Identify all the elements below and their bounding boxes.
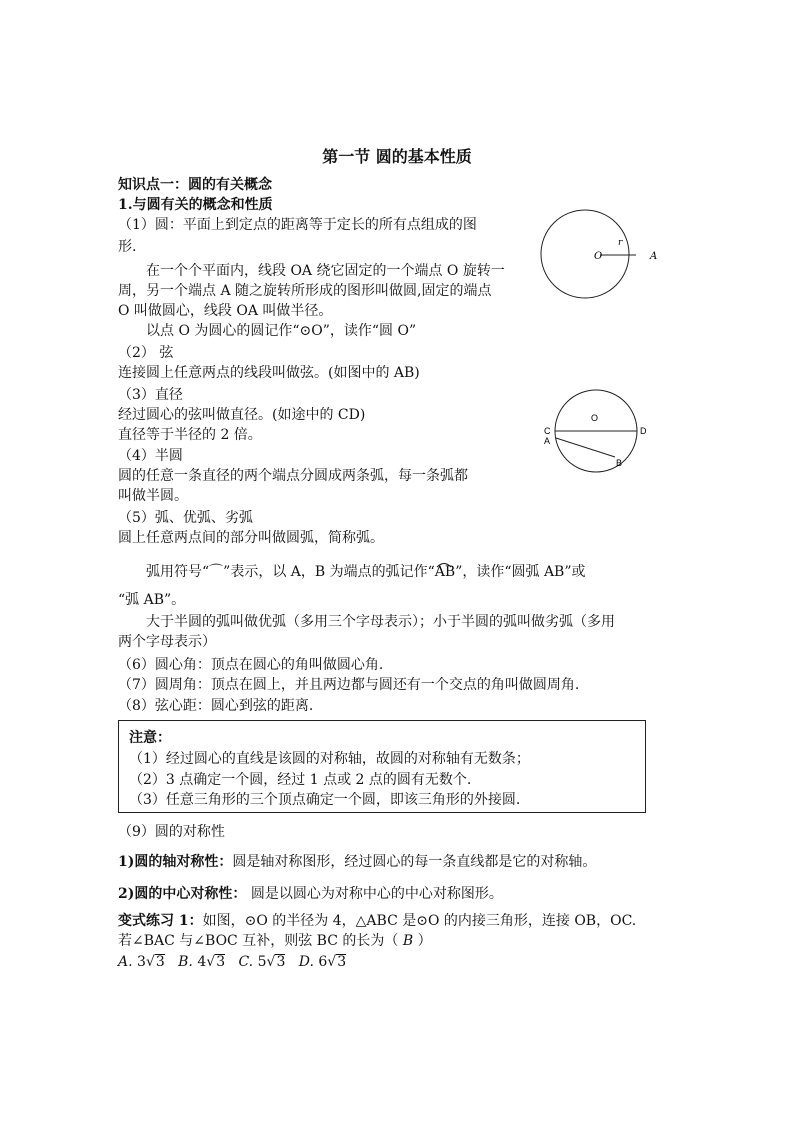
chord-diameter-figure (538, 386, 658, 486)
axial-symmetry-label: 1)圆的轴对称性： (118, 854, 233, 870)
option-d: D. 6√3 (298, 954, 347, 970)
exercise-line-1 (118, 911, 636, 931)
arc-notation-cont: “弧 AB”。 (118, 592, 186, 608)
arc-heading: （5）弧、优弧、劣弧 (118, 510, 253, 526)
circle-definition: （1）圆：平面上到定点的距离等于定长的所有点组成的图 (118, 217, 477, 233)
exercise-question-2-end: ） (413, 933, 432, 949)
exercise-answer: B (402, 933, 414, 949)
option-letter: A. (118, 954, 133, 970)
note-item-3: （3）任意三角形的三个顶点确定一个圆，即该三角形的外接圆. (129, 792, 521, 808)
central-symmetry (118, 884, 503, 904)
arc-ab-label: AB (434, 564, 456, 580)
central-symmetry-label: 2)圆的中心对称性： (118, 886, 247, 902)
symmetry-heading: （9）圆的对称性 (118, 824, 225, 840)
option-a: A. 3√3 (118, 954, 165, 970)
axial-symmetry (118, 852, 596, 872)
exercise-line-2 (118, 931, 432, 951)
circle-rotation-def: 在一个个平面内，线段 OA 绕它固定的一个端点 O 旋转一 (146, 263, 505, 279)
option-radicand: 3 (216, 954, 226, 970)
chord-ab-line (556, 438, 615, 457)
chord-distance: （8）弦心距：圆心到弦的距离. (118, 698, 314, 714)
option-letter: D. (298, 954, 314, 970)
circle-notation: 以点 O 为圆心的圆记作“⊙O”，读作“圆 O” (146, 323, 417, 339)
page-title: 第一节 圆的基本性质 (322, 147, 472, 166)
diameter-heading: （3）直径 (118, 387, 183, 403)
chord-definition: 连接圆上任意两点的线段叫做弦。(如图中的 AB) (118, 365, 420, 381)
section-heading: 1.与圆有关的概念和性质 (118, 197, 273, 213)
circle-rotation-def-3: O 叫做圆心，线段 OA 叫做半径。 (118, 303, 333, 319)
chord-heading: （2） 弦 (118, 345, 174, 361)
note-item-2: （2）3 点确定一个圆，经过 1 点或 2 点的圆有无数个. (129, 772, 472, 788)
diameter-property: 直径等于半径的 2 倍。 (118, 427, 262, 443)
option-letter: B. (178, 954, 193, 970)
arc-notation-text-1: 弧用符号“⌒”表示，以 A，B 为端点的弧记作“ (146, 564, 435, 580)
circle-rotation-def-2: 周，另一个端点 A 随之旋转所形成的图形叫做圆,固定的端点 (118, 283, 492, 299)
point-a-label: A (650, 251, 658, 262)
exercise-question: 如图，⊙O 的半径为 4，△ABC 是⊙O 的内接三角形，连接 OB，OC. (202, 913, 637, 929)
arc-ab-symbol (435, 562, 455, 582)
semicircle-definition-cont: 叫做半圆。 (118, 488, 188, 504)
major-minor-arc: 大于半圆的弧叫做优弧（多用三个字母表示）；小于半圆的弧叫做劣弧（多用 (146, 614, 615, 630)
center-o-label: O (591, 413, 599, 423)
option-coef: 3 (137, 954, 146, 970)
note-title: 注意： (129, 730, 171, 746)
point-d-label: D (640, 426, 647, 436)
note-box (118, 720, 646, 813)
circle-shape (541, 210, 629, 298)
option-radicand: 3 (276, 954, 286, 970)
option-c: C. 5√3 (238, 954, 286, 970)
option-coef: 6 (318, 954, 328, 970)
point-c-label: C (544, 426, 551, 436)
semicircle-heading: （4）半圆 (118, 448, 183, 464)
arc-notation-text-2: ”，读作“圆弧 AB”或 (455, 564, 586, 580)
center-label: O (594, 251, 603, 262)
option-b: B. 4√3 (178, 954, 226, 970)
circle-radius-figure (535, 205, 665, 305)
point-b-label: B (616, 458, 623, 468)
central-symmetry-text: 圆是以圆心为对称中心的中心对称图形。 (246, 886, 503, 902)
exercise-label: 变式练习 1： (118, 913, 203, 929)
diameter-definition: 经过圆心的弦叫做直径。(如途中的 CD) (118, 407, 366, 423)
semicircle-definition: 圆的任意一条直径的两个端点分圆成两条弧，每一条弧都 (118, 468, 468, 484)
axial-symmetry-text: 圆是轴对称图形，经过圆心的每一条直线都是它的对称轴。 (232, 854, 597, 870)
point-a-label-2: A (544, 436, 551, 446)
option-coef: 5 (257, 954, 267, 970)
option-letter: C. (238, 954, 254, 970)
arc-notation (146, 562, 586, 582)
circle-definition-cont: 形. (118, 239, 137, 255)
option-coef: 4 (197, 954, 207, 970)
central-angle: （6）圆心角：顶点在圆心的角叫做圆心角. (118, 657, 384, 673)
radius-label: r (618, 238, 623, 248)
major-minor-arc-cont: 两个字母表示） (118, 634, 216, 650)
knowledge-point-heading: 知识点一：圆的有关概念 (118, 177, 272, 193)
option-radicand: 3 (337, 954, 347, 970)
arc-definition: 圆上任意两点间的部分叫做圆弧，简称弧。 (118, 530, 384, 546)
exercise-options (118, 952, 346, 972)
inscribed-angle: （7）圆周角：顶点在圆上，并且两边都与圆还有一个交点的角叫做圆周角. (118, 677, 580, 693)
arc-mark-icon (436, 562, 452, 568)
exercise-question-2: 若∠BAC 与∠BOC 互补，则弦 BC 的长为（ (118, 933, 403, 949)
note-item-1: （1）经过圆心的直线是该圆的对称轴，故圆的对称轴有无数条； (129, 751, 530, 767)
option-radicand: 3 (155, 954, 165, 970)
